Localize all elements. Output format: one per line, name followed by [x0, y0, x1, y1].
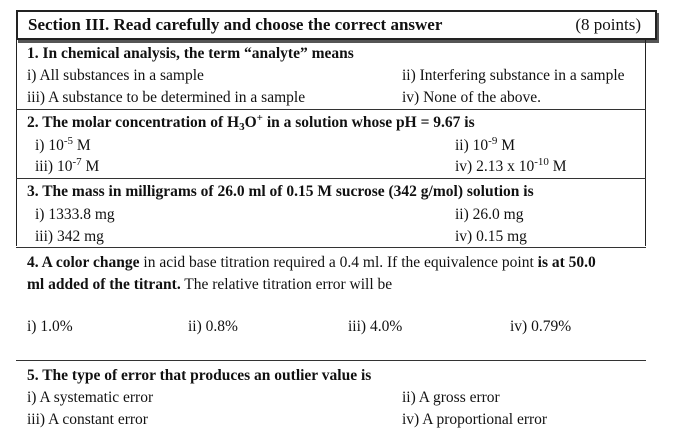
q4-stem-line2: ml added of the titrant. The relative titration error will be [27, 276, 393, 293]
divider [16, 360, 646, 361]
q2-option-ii[interactable]: ii) $10^{-9}$ M [455, 135, 515, 154]
divider [16, 178, 646, 179]
q3-option-i[interactable]: i) 1333.8 mg [35, 206, 115, 223]
divider [16, 109, 646, 110]
q3-option-iv[interactable]: iv) 0.15 mg [455, 228, 527, 245]
q4-option-iii[interactable]: iii) 4.0% [348, 318, 403, 335]
q3-option-ii[interactable]: ii) 26.0 mg [455, 206, 524, 223]
q2-option-i[interactable]: i) $10^{-5}$ M [35, 135, 91, 154]
q3-option-iii[interactable]: iii) 342 mg [35, 228, 104, 245]
q5-option-ii[interactable]: ii) A gross error [402, 389, 500, 406]
q1-stem: 1. In chemical analysis, the term “analyte” means [27, 45, 354, 62]
q3-stem: 3. The mass in milligrams of 26.0 ml of 0.15 M sucrose (342 g/mol) solution is [27, 183, 534, 200]
q2-stem: 2. The molar concentration of $H_3O^+$ in a solution whose pH = 9.67 is [27, 112, 475, 133]
q4-option-ii[interactable]: ii) 0.8% [188, 318, 238, 335]
section-points: (8 points) [575, 15, 641, 34]
section-header [16, 10, 657, 40]
q5-option-iv[interactable]: iv) A proportional error [402, 411, 548, 428]
q4-option-iv[interactable]: iv) 0.79% [510, 318, 572, 335]
q1-option-iv[interactable]: iv) None of the above. [402, 89, 542, 106]
section-title: Section III. Read carefully and choose the correct answer [28, 15, 443, 34]
q1-option-ii[interactable]: ii) Interfering substance in a sample [402, 67, 625, 84]
q5-option-iii[interactable]: iii) A constant error [27, 411, 148, 428]
q2-option-iv[interactable]: iv) 2.13 x $10^{-10}$ M [455, 156, 567, 175]
q1-option-iii[interactable]: iii) A substance to be determined in a sample [27, 89, 306, 106]
q5-stem: 5. The type of error that produces an outlier value is [27, 367, 372, 384]
q1-option-i[interactable]: i) All substances in a sample [27, 67, 204, 84]
q4-option-i[interactable]: i) 1.0% [27, 318, 73, 335]
q2-option-iii[interactable]: iii) $10^{-7}$ M [35, 156, 100, 175]
q4-stem-line1: 4. A color change in acid base titration required a 0.4 ml. If the equivalence point is at 50.0 [27, 254, 596, 271]
q5-option-i[interactable]: i) A systematic error [27, 389, 154, 406]
divider [16, 247, 646, 248]
